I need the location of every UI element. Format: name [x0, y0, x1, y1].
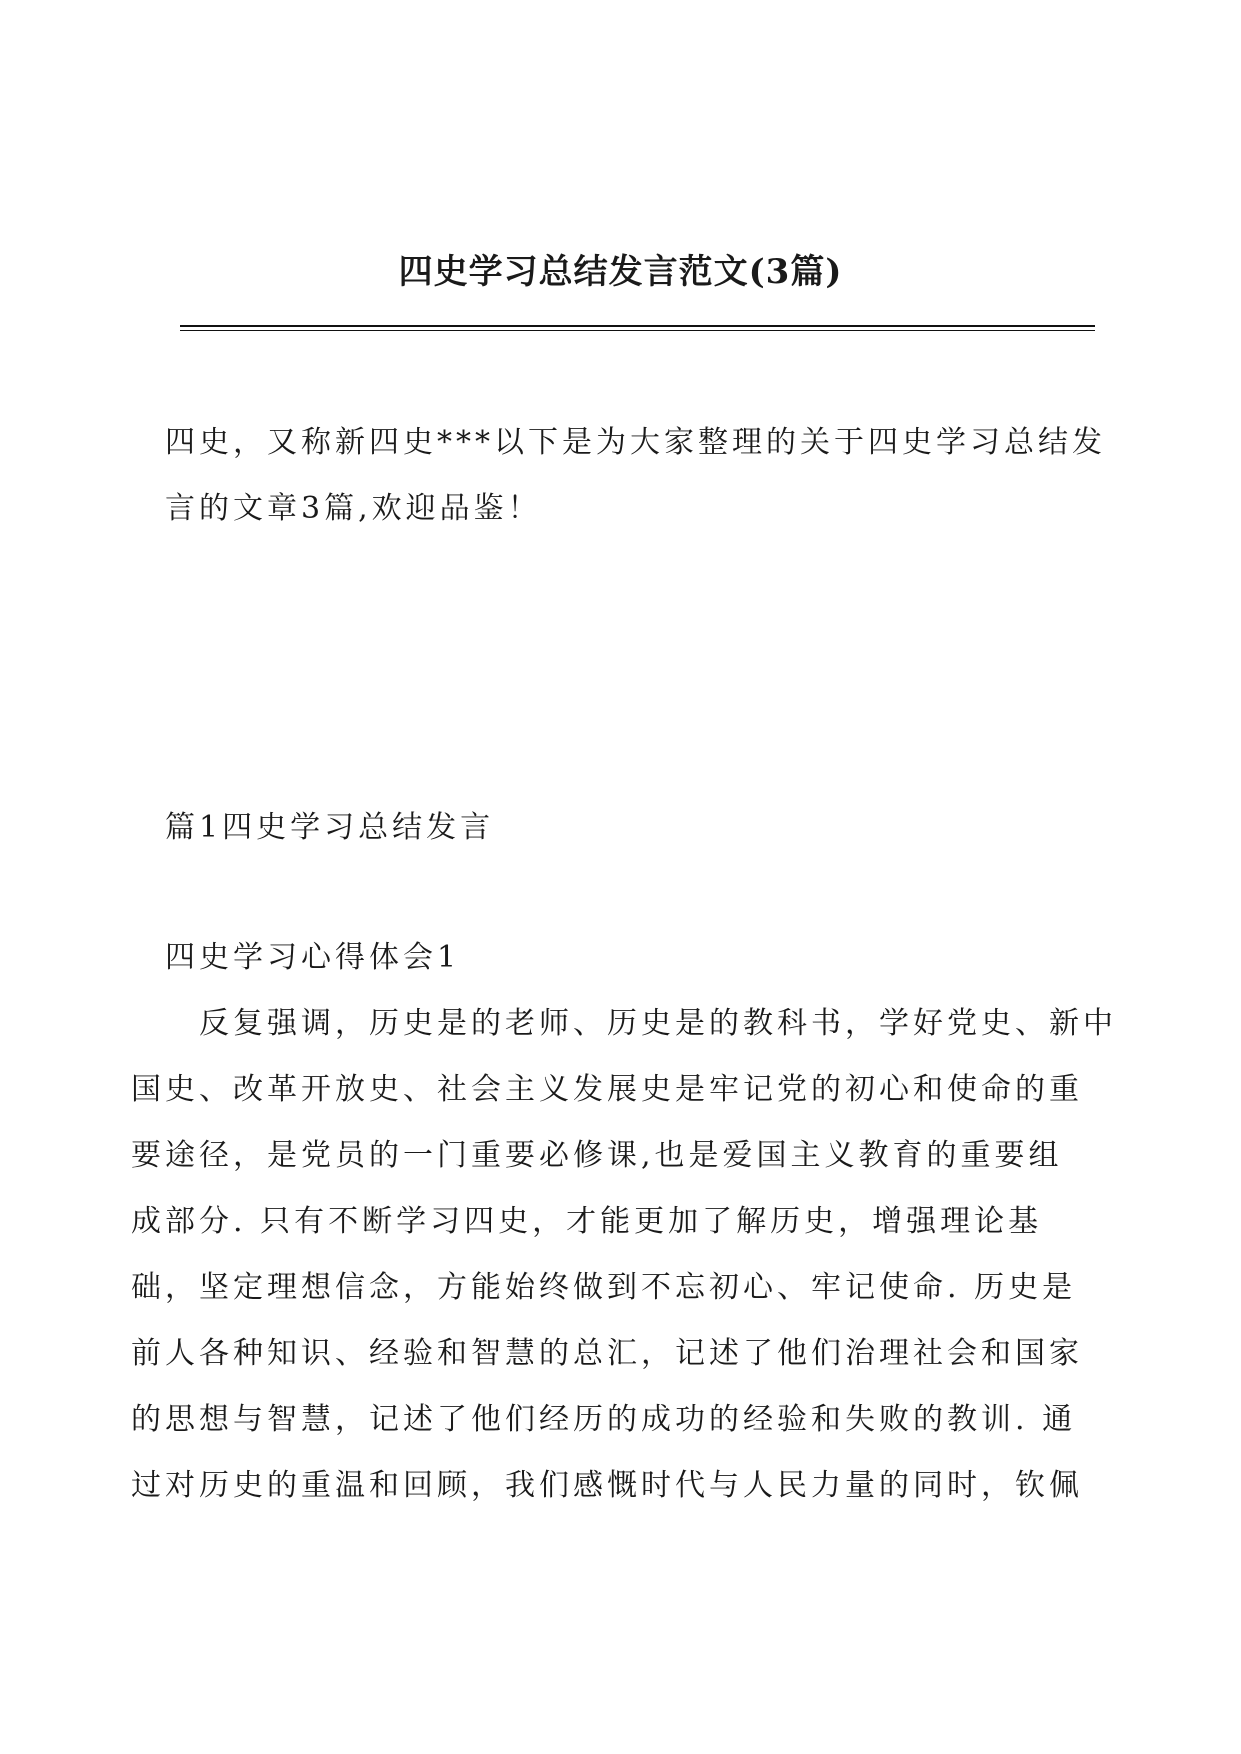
body-line: 成部分. 只有不断学习四史，才能更加了解历史，增强理论基	[131, 1204, 1043, 1239]
section-heading: 篇1四史学习总结发言	[165, 810, 495, 845]
body-paragraph	[131, 991, 1117, 1519]
body-line: 前人各种知识、经验和智慧的总汇，记述了他们治理社会和国家	[131, 1336, 1083, 1371]
body-line: 础，坚定理想信念，方能始终做到不忘初心、牢记使命. 历史是	[131, 1270, 1077, 1305]
body-line: 国史、改革开放史、社会主义发展史是牢记党的初心和使命的重	[131, 1072, 1083, 1107]
intro-line: 言的文章3篇,欢迎品鉴！	[165, 491, 542, 526]
body-line: 的思想与智慧，记述了他们经历的成功的经验和失败的教训. 通	[131, 1402, 1077, 1437]
document-title: 四史学习总结发言范文(3篇)	[398, 252, 843, 292]
body-line: 要途径，是党员的一门重要必修课,也是爱国主义教育的重要组	[131, 1138, 1063, 1173]
subsection-heading: 四史学习心得体会1	[165, 940, 461, 975]
title-double-rule	[180, 325, 1095, 331]
body-line: 反复强调，历史是的老师、历史是的教科书，学好党史、新中	[199, 1006, 1117, 1041]
intro-line: 四史，又称新四史***以下是为大家整理的关于四史学习总结发	[165, 425, 1106, 460]
intro-paragraph	[165, 410, 1106, 542]
body-line: 过对历史的重温和回顾，我们感慨时代与人民力量的同时，钦佩	[131, 1468, 1083, 1503]
